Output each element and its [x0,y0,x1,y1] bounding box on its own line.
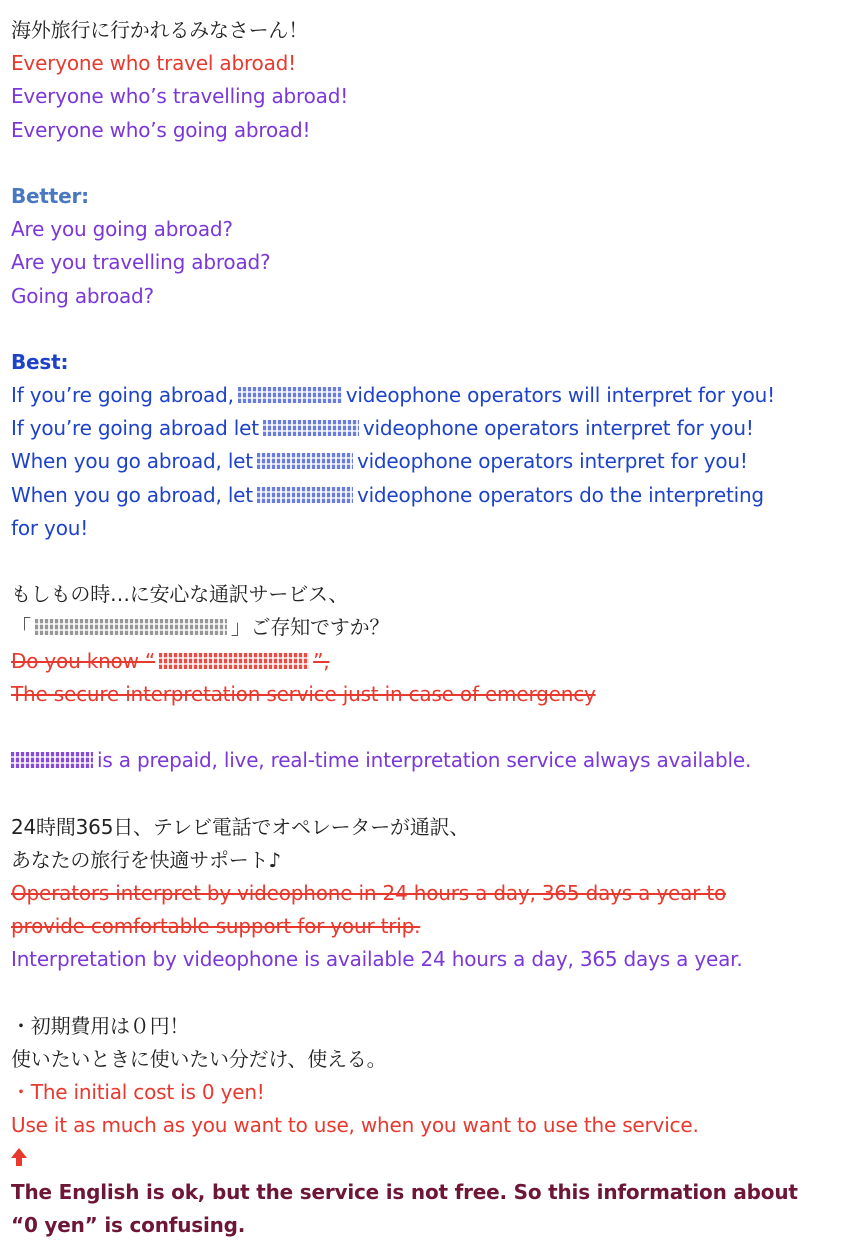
jp-source-line: 24時間365日、テレビ電話でオペレーターが通訳、 [11,814,470,839]
best-suggestion-part: videophone operators interpret for you! [356,449,748,474]
spacer [11,545,851,578]
jp-source-line: ・初期費用は０円！ [11,1013,190,1038]
pixelated-redaction-icon [257,487,353,503]
struck-translation-line: The secure interpretation service just in case of emergency [11,681,596,706]
jp-source-line: 使いたいときに使いたい分だけ、使える。 [11,1046,387,1071]
best-suggestion-part: videophone operators do the interpreting [356,482,764,507]
jp-source-line: あなたの旅行を快適サポート♪ [11,847,281,872]
suggestion-line: Interpretation by videophone is available 24 hours a day, 365 days a year. [11,947,743,972]
pixelated-redaction-icon [238,387,342,403]
best-suggestion-line: for you! [11,515,89,540]
better-suggestion-line: Are you going abroad? [11,217,233,242]
best-suggestion-line [11,445,851,478]
jp-source-part: 「 [11,615,31,640]
best-suggestion-line [11,412,851,445]
jp-heading-line: 海外旅行に行かれるみなさーん！ [11,18,308,42]
best-suggestion-part: When you go abroad, let [11,482,253,507]
pixelated-redaction-icon [159,653,309,669]
jp-source-line [11,611,851,644]
suggestion-line [11,744,851,777]
original-translation-line: Everyone who travel abroad! [11,51,296,76]
spacer [11,711,851,744]
struck-translation-line [11,645,851,678]
struck-translation-part: Do you know “ [11,648,156,673]
best-suggestion-part: If you’re going abroad let [11,416,259,441]
struck-translation-line: provide comfortable support for your trip. [11,914,421,939]
struck-translation-line: Operators interpret by videophone in 24 hours a day, 365 days a year to [11,880,727,905]
pixelated-redaction-icon [263,420,359,436]
spacer [11,777,851,810]
original-translation-line: ・The initial cost is 0 yen! [11,1080,265,1104]
spacer [11,313,851,346]
pixelated-redaction-icon [11,752,93,768]
spacer [11,147,851,180]
comment-line: The English is ok, but the service is not free. So this information about [11,1179,798,1204]
spacer [11,976,851,1009]
better-suggestion-line: Are you travelling abroad? [11,250,271,275]
original-translation-line: Use it as much as you want to use, when you want to use the service. [11,1113,699,1138]
struck-translation-part: ”, [313,648,330,673]
best-suggestion-part: videophone operators interpret for you! [362,416,754,441]
best-suggestion-part: videophone operators will interpret for you! [345,383,775,408]
arrow-up-icon [11,1148,27,1168]
arrow-line [11,1142,851,1175]
better-label: Better: [11,183,89,208]
pixelated-redaction-icon [35,619,227,635]
suggestion-line: Everyone who’s going abroad! [11,117,311,142]
best-suggestion-line [11,379,851,412]
suggestion-line: Everyone who’s travelling abroad! [11,84,349,109]
comment-line: “0 yen” is confusing. [11,1212,246,1237]
best-label: Best: [11,349,69,374]
pixelated-redaction-icon [257,453,353,469]
jp-source-part: 」ご存知ですか？ [230,615,390,640]
jp-source-line: もしもの時…に安心な通訳サービス、 [11,582,349,607]
best-suggestion-part: When you go abroad, let [11,449,253,474]
best-suggestion-line [11,479,851,512]
better-suggestion-line: Going abroad? [11,283,154,308]
best-suggestion-part: If you’re going abroad, [11,383,234,408]
suggestion-part: is a prepaid, live, real-time interpretation service always available. [97,748,752,773]
